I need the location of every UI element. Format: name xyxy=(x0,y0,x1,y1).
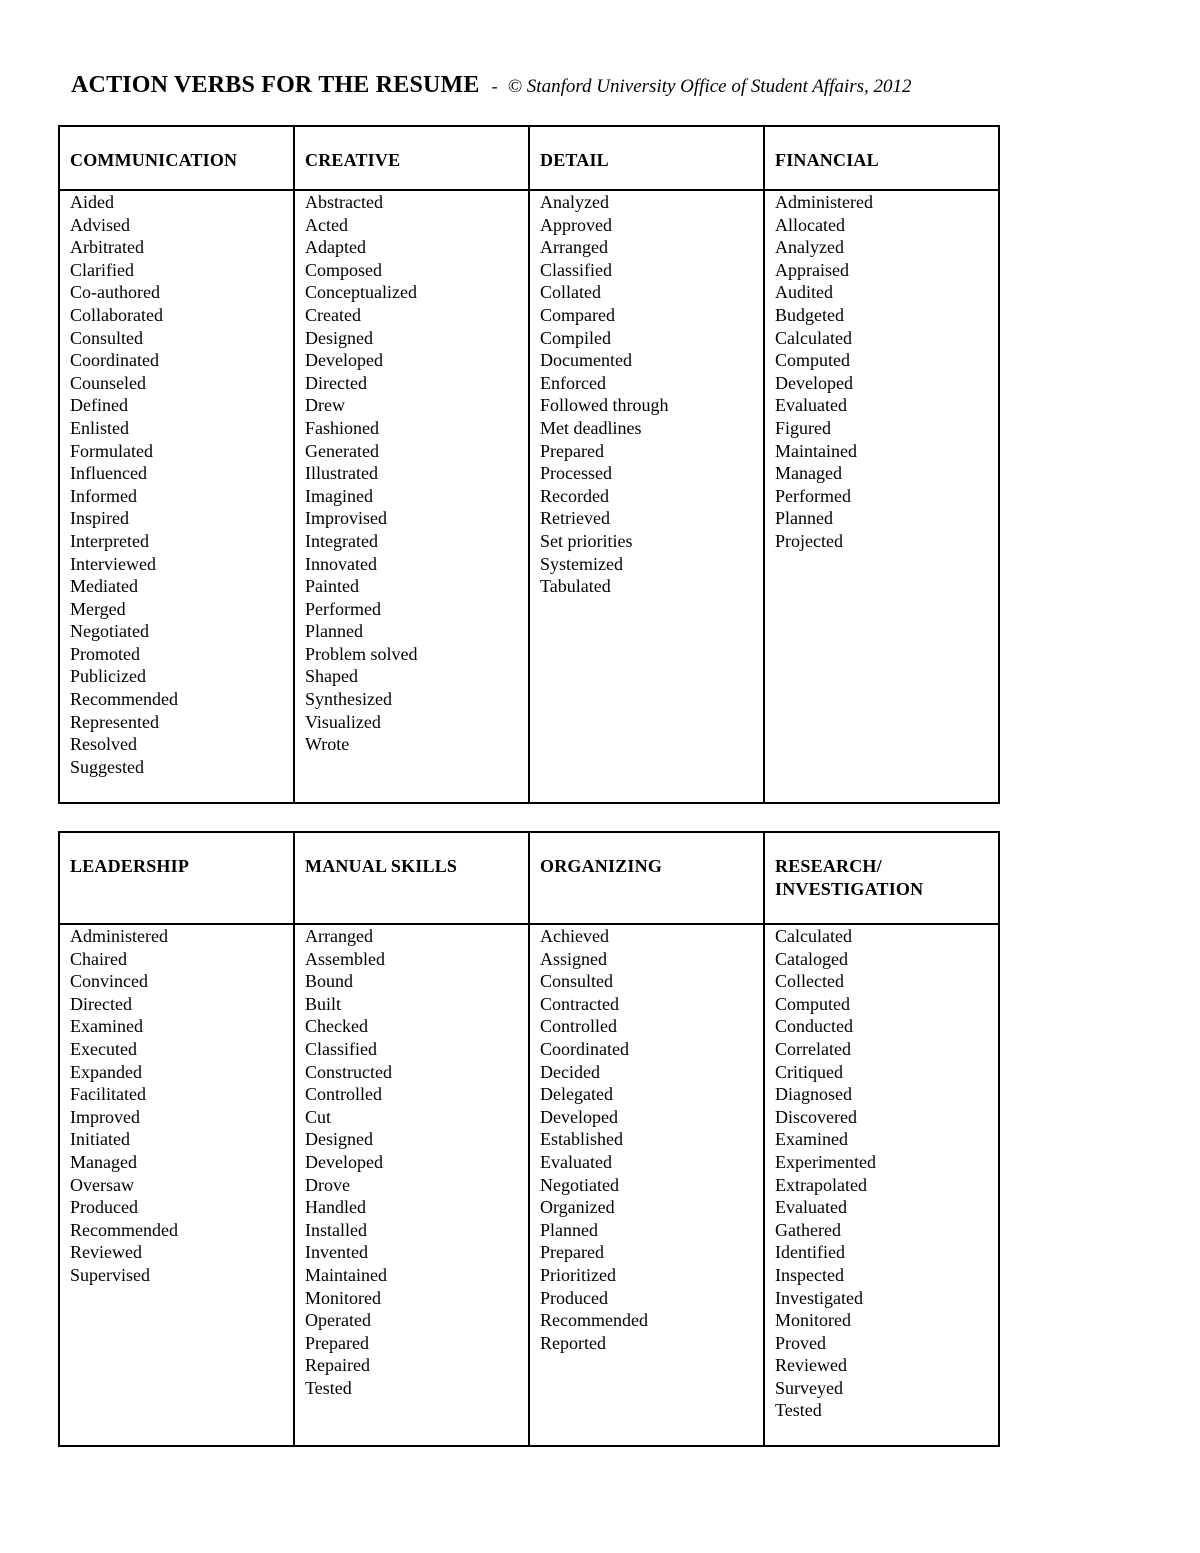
column-creative xyxy=(294,190,529,803)
verb-item: Influenced xyxy=(70,463,147,484)
verb-item: Maintained xyxy=(305,1264,387,1285)
verb-item: Developed xyxy=(305,350,383,371)
verb-item: Facilitated xyxy=(70,1084,146,1105)
verb-item: Calculated xyxy=(775,926,852,946)
verb-item: Prioritized xyxy=(540,1264,616,1285)
verb-item: Arranged xyxy=(305,926,373,946)
table-header-row xyxy=(59,126,999,190)
verb-item: Adapted xyxy=(305,237,366,258)
verb-item: Abstracted xyxy=(305,192,383,212)
verb-item: Executed xyxy=(70,1038,137,1059)
verb-item: Computed xyxy=(775,993,850,1014)
verb-item: Classified xyxy=(540,259,612,280)
verb-item: Examined xyxy=(70,1016,143,1037)
verb-item: Visualized xyxy=(305,711,381,732)
verb-item: Proved xyxy=(775,1332,826,1353)
verb-item: Analyzed xyxy=(775,237,844,258)
verb-item: Shaped xyxy=(305,666,358,687)
verb-item: Administered xyxy=(70,926,168,946)
verb-item: Aided xyxy=(70,192,114,212)
verb-item: Appraised xyxy=(775,259,849,280)
verb-item: Established xyxy=(540,1129,623,1150)
verb-item: Advised xyxy=(70,214,130,235)
verb-item: Extrapolated xyxy=(775,1174,867,1195)
verb-item: Systemized xyxy=(540,553,623,574)
verb-item: Integrated xyxy=(305,530,378,551)
column-header-creative: CREATIVE xyxy=(294,126,529,190)
verb-item: Met deadlines xyxy=(540,417,642,438)
column-header-organizing: ORGANIZING xyxy=(529,832,764,924)
verb-item: Planned xyxy=(305,621,363,642)
verb-item: Oversaw xyxy=(70,1174,134,1195)
verb-item: Figured xyxy=(775,417,831,438)
verb-item: Controlled xyxy=(305,1084,382,1105)
verb-item: Examined xyxy=(775,1129,848,1150)
verb-item: Invented xyxy=(305,1242,368,1263)
verb-item: Fashioned xyxy=(305,417,379,438)
verb-item: Improved xyxy=(70,1106,140,1127)
verb-item: Drove xyxy=(305,1174,350,1195)
verb-item: Diagnosed xyxy=(775,1084,852,1105)
verb-item: Evaluated xyxy=(540,1151,612,1172)
verb-item: Allocated xyxy=(775,214,845,235)
verb-item: Directed xyxy=(70,993,132,1014)
verb-list xyxy=(70,925,293,1287)
verb-item: Gathered xyxy=(775,1219,841,1240)
verb-item: Assigned xyxy=(540,948,607,969)
verb-item: Identified xyxy=(775,1242,845,1263)
column-header-communication: COMMUNICATION xyxy=(59,126,294,190)
verb-item: Clarified xyxy=(70,259,134,280)
verb-item: Painted xyxy=(305,576,359,597)
verb-item: Set priorities xyxy=(540,530,633,551)
verb-item: Improvised xyxy=(305,508,387,529)
verb-item: Designed xyxy=(305,1129,373,1150)
table-body-row xyxy=(59,190,999,803)
verb-item: Coordinated xyxy=(70,350,159,371)
verb-item: Calculated xyxy=(775,327,852,348)
verb-item: Informed xyxy=(70,485,137,506)
verb-item: Reviewed xyxy=(775,1355,847,1376)
verb-item: Discovered xyxy=(775,1106,857,1127)
verb-item: Supervised xyxy=(70,1264,150,1285)
verb-item: Arranged xyxy=(540,237,608,258)
verb-item: Performed xyxy=(775,485,851,506)
verb-item: Evaluated xyxy=(775,1197,847,1218)
verb-item: Delegated xyxy=(540,1084,613,1105)
verb-item: Prepared xyxy=(305,1332,369,1353)
verb-item: Recorded xyxy=(540,485,609,506)
verb-item: Checked xyxy=(305,1016,368,1037)
verb-item: Co-authored xyxy=(70,282,160,303)
verb-item: Planned xyxy=(540,1219,598,1240)
verb-item: Managed xyxy=(70,1151,137,1172)
copyright-source: © Stanford University Office of Student Affairs, 2012 xyxy=(507,76,912,97)
verb-item: Wrote xyxy=(305,734,350,755)
column-header-research-investigation xyxy=(764,832,999,924)
verb-item: Constructed xyxy=(305,1061,392,1082)
verb-item: Contracted xyxy=(540,993,619,1014)
verb-item: Prepared xyxy=(540,440,604,461)
verb-table-2 xyxy=(58,831,1000,1447)
verb-item: Mediated xyxy=(70,576,138,597)
verb-item: Built xyxy=(305,993,342,1014)
verb-table-1 xyxy=(58,125,1000,804)
verb-item: Compiled xyxy=(540,327,611,348)
verb-item: Approved xyxy=(540,214,612,235)
verb-item: Retrieved xyxy=(540,508,610,529)
verb-item: Compared xyxy=(540,304,615,325)
verb-item: Inspected xyxy=(775,1264,844,1285)
verb-item: Defined xyxy=(70,395,128,416)
verb-item: Interviewed xyxy=(70,553,156,574)
verb-item: Developed xyxy=(305,1151,383,1172)
verb-item: Monitored xyxy=(775,1310,851,1331)
header-line: INVESTIGATION xyxy=(775,878,924,899)
verb-item: Initiated xyxy=(70,1129,130,1150)
verb-item: Composed xyxy=(305,259,383,280)
verb-item: Collaborated xyxy=(70,304,163,325)
verb-item: Conceptualized xyxy=(305,282,417,303)
verb-item: Handled xyxy=(305,1197,366,1218)
verb-list xyxy=(775,191,998,553)
verb-item: Operated xyxy=(305,1310,371,1331)
verb-item: Evaluated xyxy=(775,395,847,416)
verb-item: Drew xyxy=(305,395,345,416)
column-communication xyxy=(59,190,294,803)
verb-list xyxy=(540,925,763,1354)
verb-item: Conducted xyxy=(775,1016,853,1037)
verb-item: Tested xyxy=(305,1377,352,1398)
column-financial xyxy=(764,190,999,803)
verb-item: Developed xyxy=(775,372,853,393)
verb-item: Negotiated xyxy=(70,621,149,642)
verb-item: Analyzed xyxy=(540,192,609,212)
verb-item: Acted xyxy=(305,214,348,235)
column-manual-skills xyxy=(294,924,529,1446)
verb-item: Enlisted xyxy=(70,417,129,438)
verb-item: Bound xyxy=(305,971,354,992)
verb-item: Monitored xyxy=(305,1287,381,1308)
verb-item: Created xyxy=(305,304,361,325)
verb-item: Tested xyxy=(775,1400,822,1421)
column-research-investigation xyxy=(764,924,999,1446)
verb-item: Produced xyxy=(70,1197,138,1218)
verb-item: Reviewed xyxy=(70,1242,142,1263)
verb-item: Coordinated xyxy=(540,1038,629,1059)
verb-item: Suggested xyxy=(70,756,144,777)
verb-list xyxy=(305,191,528,756)
verb-item: Reported xyxy=(540,1332,606,1353)
verb-item: Illustrated xyxy=(305,463,378,484)
verb-item: Interpreted xyxy=(70,530,149,551)
verb-item: Organized xyxy=(540,1197,615,1218)
verb-item: Managed xyxy=(775,463,842,484)
verb-item: Assembled xyxy=(305,948,385,969)
verb-item: Audited xyxy=(775,282,833,303)
verb-item: Chaired xyxy=(70,948,127,969)
verb-item: Collated xyxy=(540,282,601,303)
verb-item: Convinced xyxy=(70,971,148,992)
verb-item: Repaired xyxy=(305,1355,370,1376)
verb-item: Developed xyxy=(540,1106,618,1127)
column-organizing xyxy=(529,924,764,1446)
verb-item: Represented xyxy=(70,711,159,732)
verb-item: Recommended xyxy=(70,689,178,710)
verb-item: Collected xyxy=(775,971,844,992)
verb-item: Directed xyxy=(305,372,367,393)
verb-item: Cataloged xyxy=(775,948,848,969)
verb-item: Innovated xyxy=(305,553,377,574)
verb-item: Performed xyxy=(305,598,381,619)
verb-item: Consulted xyxy=(540,971,614,992)
header-line: RESEARCH/ xyxy=(775,856,882,876)
verb-item: Budgeted xyxy=(775,304,844,325)
verb-item: Achieved xyxy=(540,926,609,946)
page-title: ACTION VERBS FOR THE RESUME xyxy=(71,72,480,98)
verb-item: Experimented xyxy=(775,1151,876,1172)
verb-item: Expanded xyxy=(70,1061,142,1082)
verb-item: Negotiated xyxy=(540,1174,619,1195)
verb-item: Planned xyxy=(775,508,833,529)
verb-item: Imagined xyxy=(305,485,373,506)
verb-item: Enforced xyxy=(540,372,606,393)
verb-item: Arbitrated xyxy=(70,237,144,258)
table-body-row xyxy=(59,924,999,1446)
verb-item: Designed xyxy=(305,327,373,348)
verb-item: Synthesized xyxy=(305,689,392,710)
verb-item: Installed xyxy=(305,1219,367,1240)
verb-item: Produced xyxy=(540,1287,608,1308)
column-leadership xyxy=(59,924,294,1446)
verb-item: Formulated xyxy=(70,440,153,461)
verb-item: Promoted xyxy=(70,643,140,664)
verb-item: Counseled xyxy=(70,372,146,393)
verb-item: Documented xyxy=(540,350,632,371)
verb-item: Critiqued xyxy=(775,1061,843,1082)
verb-item: Maintained xyxy=(775,440,857,461)
verb-item: Classified xyxy=(305,1038,377,1059)
verb-item: Tabulated xyxy=(540,576,611,597)
verb-item: Prepared xyxy=(540,1242,604,1263)
verb-item: Consulted xyxy=(70,327,144,348)
page-heading xyxy=(71,72,912,99)
table-header-row xyxy=(59,832,999,924)
verb-item: Correlated xyxy=(775,1038,851,1059)
verb-item: Computed xyxy=(775,350,850,371)
column-header-detail: DETAIL xyxy=(529,126,764,190)
verb-item: Surveyed xyxy=(775,1377,843,1398)
column-header-manual-skills: MANUAL SKILLS xyxy=(294,832,529,924)
verb-item: Recommended xyxy=(540,1310,648,1331)
verb-list xyxy=(775,925,998,1422)
verb-item: Followed through xyxy=(540,395,669,416)
column-detail xyxy=(529,190,764,803)
column-header-financial: FINANCIAL xyxy=(764,126,999,190)
verb-item: Administered xyxy=(775,192,873,212)
verb-list xyxy=(70,191,293,778)
verb-item: Decided xyxy=(540,1061,600,1082)
verb-item: Problem solved xyxy=(305,643,418,664)
verb-item: Processed xyxy=(540,463,612,484)
verb-item: Merged xyxy=(70,598,126,619)
verb-item: Recommended xyxy=(70,1219,178,1240)
verb-list xyxy=(540,191,763,598)
verb-item: Cut xyxy=(305,1106,332,1127)
verb-item: Generated xyxy=(305,440,379,461)
column-header-leadership: LEADERSHIP xyxy=(59,832,294,924)
title-separator: - xyxy=(491,76,498,96)
verb-item: Investigated xyxy=(775,1287,863,1308)
verb-item: Inspired xyxy=(70,508,129,529)
verb-list xyxy=(305,925,528,1399)
verb-item: Publicized xyxy=(70,666,146,687)
verb-item: Resolved xyxy=(70,734,137,755)
verb-item: Projected xyxy=(775,530,843,551)
verb-item: Controlled xyxy=(540,1016,617,1037)
